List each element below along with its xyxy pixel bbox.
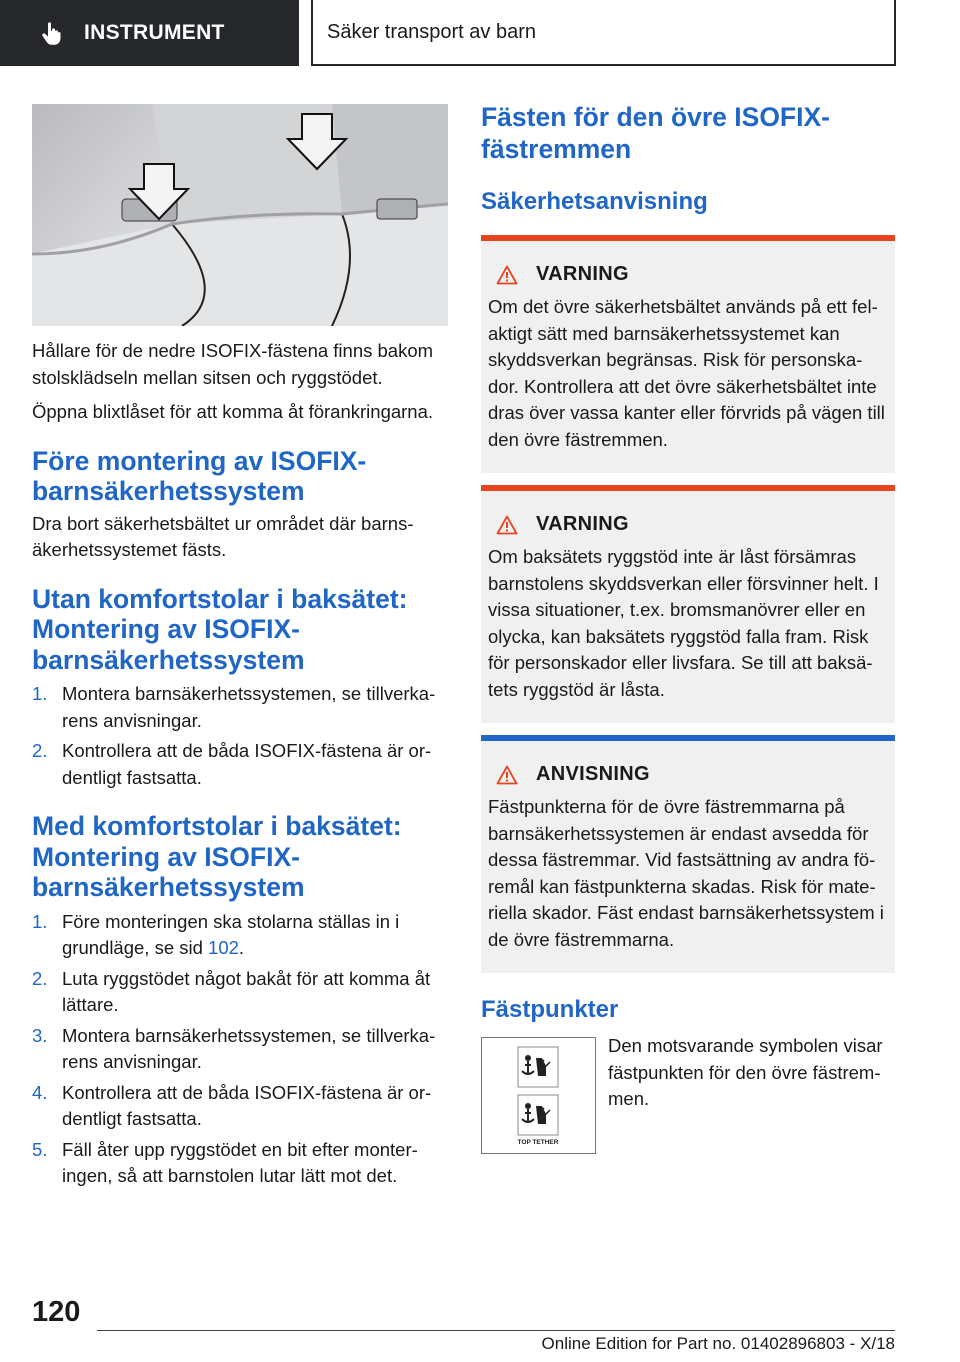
page-number: 120 xyxy=(32,1296,81,1328)
warning-box-belt xyxy=(481,235,895,473)
top-tether-label: TOP TETHER xyxy=(517,1139,559,1146)
warning-text: Om det övre säkerhetsbältet används på ett fel-aktigt sätt med barnsäkerhetssystemet kan skyddsverkan begränsas. Risk för personska-dor. Kontrollera att det övre säkerhetsbältet inte dras över vassa kanter eller förvrids på vägen till den övre fästremmen. xyxy=(488,296,885,450)
notice-triangle-icon xyxy=(496,765,518,785)
anchor-symbols-image xyxy=(481,1037,596,1154)
list-item: 3. Montera barnsäkerhetssystemen, se tillverka-rens anvisningar. xyxy=(32,1024,436,1072)
list-item: 2. Luta ryggstödet något bakåt för att komma åt lättare. xyxy=(32,967,431,1015)
heading-safety: Säkerhetsanvisning xyxy=(481,188,708,215)
notice-title: ANVISNING xyxy=(536,763,650,785)
zipper-hint: Öppna blixtlåset för att komma åt förankringarna. xyxy=(32,401,434,422)
heading-without-comfort-seats: Utan komfortstolar i baksätet: Montering av ISOFIX-barnsäkerhetssystem xyxy=(32,583,408,675)
list-item: 5. Fäll åter upp ryggstödet en bit efter monter-ingen, så att barnstolen lutar lätt mot det. xyxy=(32,1138,418,1186)
steps-with-comfort-seats xyxy=(32,909,450,1190)
warning-triangle-icon xyxy=(496,265,518,285)
heading-anchor-points: Fästpunkter xyxy=(481,996,619,1023)
footer-edition: Online Edition for Part no. 01402896803 - X/18 xyxy=(541,1334,895,1353)
right-column xyxy=(481,102,895,1154)
warning-box-backrest xyxy=(481,485,895,723)
photo-caption: Hållare för de nedre ISOFIX-fästena finns bakom stolsklädseln mellan sitsen och ryggstödet. xyxy=(32,340,434,388)
page-link-102[interactable]: 102 xyxy=(208,937,239,958)
warning-title: VARNING xyxy=(536,263,629,285)
steps-without-comfort-seats xyxy=(32,681,450,791)
before-mounting-text: Dra bort säkerhetsbältet ur området där barns-äkerhetssystemet fästs. xyxy=(32,512,414,560)
list-item: 1. Före monteringen ska stolarna ställas in i grundläge, se sid 102. xyxy=(32,910,400,958)
isofix-anchor-icon xyxy=(482,1038,595,1153)
warning-text: Om baksätets ryggstöd inte är låst försämras barnstolens skyddsverkan eller försvinner helt. I vissa situationer, t.ex. bromsmanövrer eller en olycka, kan baksätets ryggstöd falla fram. Risk för personskador eller livsfara. Se till att baksä-tets ryggstöd är låsta. xyxy=(488,546,879,700)
rear-seat-photo xyxy=(32,104,448,326)
section-tab[interactable] xyxy=(0,0,299,66)
anchor-points-text: Den motsvarande symbolen visar fästpunkten för den övre fästrem-men. xyxy=(608,1035,883,1109)
notice-text: Fästpunkterna för de övre fästremmarna på barnsäkerhetssystemen är endast avsedda för dessa fästremmar. Vid fastsättning av andra fö-remål kan fästpunkterna skadas. Risk för mate-riella skador. Fäst endast barnsäkerhetssystem i de övre fästremmarna. xyxy=(488,796,884,950)
list-item: 1. Montera barnsäkerhetssystemen, se tillverka-rens anvisningar. xyxy=(32,683,436,731)
anchor-points-section xyxy=(481,1037,895,1154)
chapter-title: Säker transport av barn xyxy=(311,0,896,66)
section-title: INSTRUMENT xyxy=(84,21,225,44)
warning-triangle-icon xyxy=(496,515,518,535)
list-item: 4. Kontrollera att de båda ISOFIX-fästena är or-dentligt fastsatta. xyxy=(32,1081,432,1129)
notice-box xyxy=(481,735,895,973)
left-column xyxy=(32,338,450,1194)
heading-top-tether: Fästen för den övre ISOFIX-fästremmen xyxy=(481,102,830,164)
warning-title: VARNING xyxy=(536,513,629,535)
list-item: 2. Kontrollera att de båda ISOFIX-fästena är or-dentligt fastsatta. xyxy=(32,740,432,788)
heading-before-mounting: Före montering av ISOFIX-barnsäkerhetssystem xyxy=(32,445,367,506)
heading-with-comfort-seats: Med komfortstolar i baksätet: Montering av ISOFIX-barnsäkerhetssystem xyxy=(32,811,402,902)
isofix-seat-illustration xyxy=(32,104,448,326)
hand-pointer-icon xyxy=(38,20,64,46)
footer-divider xyxy=(97,1330,895,1331)
